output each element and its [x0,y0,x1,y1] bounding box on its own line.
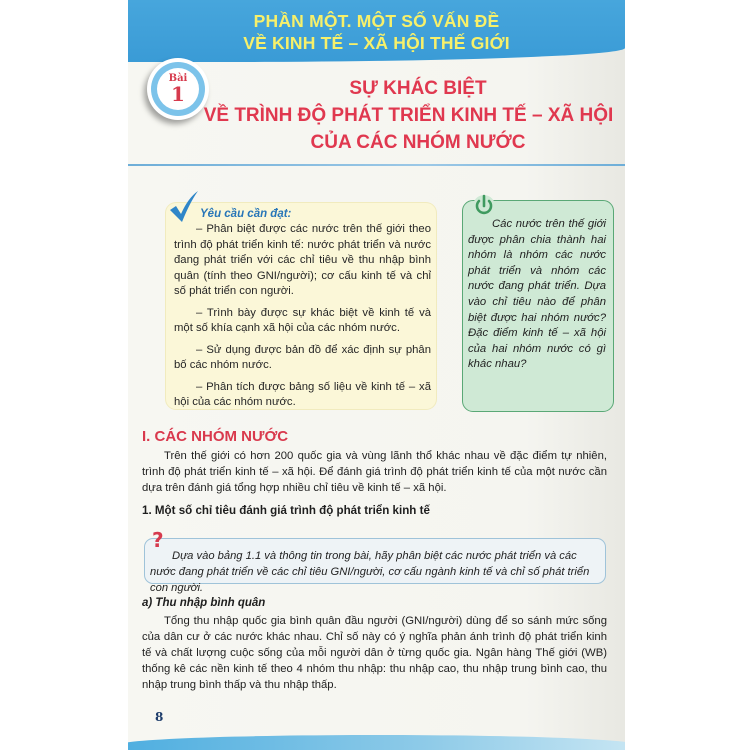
section-title: I. CÁC NHÓM NƯỚC [142,428,289,445]
requirement-item: – Trình bày được sự khác biệt về kinh tế và một số khía cạnh xã hội của các nhóm nước. [174,306,431,334]
subsection-a-text: Tổng thu nhập quốc gia bình quân đầu người (GNI/người) dùng để so sánh mức sống của dân cư ở các nước khác nhau. Chỉ số này có ý nghĩa phản ánh trình độ phát triển kinh tế và chất lượng cuộc sống của mỗi người dân ở từng quốc gia. Ngân hàng Thế giới (WB) thống kê các nền kinh tế theo 4 nhóm thu nhập: thu nhập cao, thu nhập trung bình cao, thu nhập trung bình thấp và thu nhập thấp. [142,615,607,691]
part-title-line1: PHẦN MỘT. MỘT SỐ VẤN ĐỀ [253,11,500,31]
requirements-heading: Yêu cầu cần đạt: [200,208,292,220]
lesson-badge-number: 1 [171,82,185,106]
requirements-list [174,222,431,417]
requirement-item: – Phân tích được bảng số liệu về kinh tế – xã hội của các nhóm nước. [174,380,431,408]
question-mark-icon: ? [152,528,164,552]
requirement-item: – Sử dụng được bản đồ để xác định sự phân bố các nhóm nước. [174,343,431,371]
section-intro: Trên thế giới có hơn 200 quốc gia và vùng lãnh thổ khác nhau về đặc điểm tự nhiên, trình độ phát triển kinh tế – xã hội. Để đánh giá trình độ phát triển kinh tế của một nước cần dựa trên đánh giá tổng hợp nhiều chỉ tiêu về kinh tế – xã hội. [142,450,607,494]
check-icon [168,190,200,224]
title-divider [128,164,625,166]
subsection-heading: 1. Một số chỉ tiêu đánh giá trình độ phát triển kinh tế [142,504,430,517]
startup-text: Các nước trên thế giới được phân chia thành hai nhóm là nhóm các nước phát triển và nhóm các nước đang phát triển. Dựa vào chỉ tiêu nào để phân biệt được hai nhóm nước? Đặc điểm kinh tế – xã hội của hai nhóm nước có gì khác nhau? [468,218,606,371]
lesson-title-line3: CỦA CÁC NHÓM NƯỚC [310,132,526,153]
footer-wave [128,735,625,750]
textbook-page [128,0,625,750]
requirement-item: – Phân biệt được các nước trên thế giới theo trình độ phát triển kinh tế: nước phát triển và nước đang phát triển với các chỉ tiêu về thu nhập bình quân (tính theo GNI/người); cơ cấu kinh tế và chỉ số phát triển con người. [174,223,431,297]
lesson-title-line2: VỀ TRÌNH ĐỘ PHÁT TRIỂN KINH TẾ – XÃ HỘI [203,105,614,126]
part-title-line2: VỀ KINH TẾ – XÃ HỘI THẾ GIỚI [243,33,510,53]
power-icon [472,194,496,218]
page-number: 8 [155,710,164,724]
lesson-title-line1: SỰ KHÁC BIỆT [349,78,487,99]
subsection-a-heading: a) Thu nhập bình quân [142,597,266,609]
question-text: Dựa vào bảng 1.1 và thông tin trong bài, hãy phân biệt các nước phát triển và các nước đang phát triển về các chỉ tiêu GNI/người, cơ cấu ngành kinh tế và chỉ số phát triển con người. [150,550,590,594]
lesson-badge-label: Bài [168,73,188,84]
